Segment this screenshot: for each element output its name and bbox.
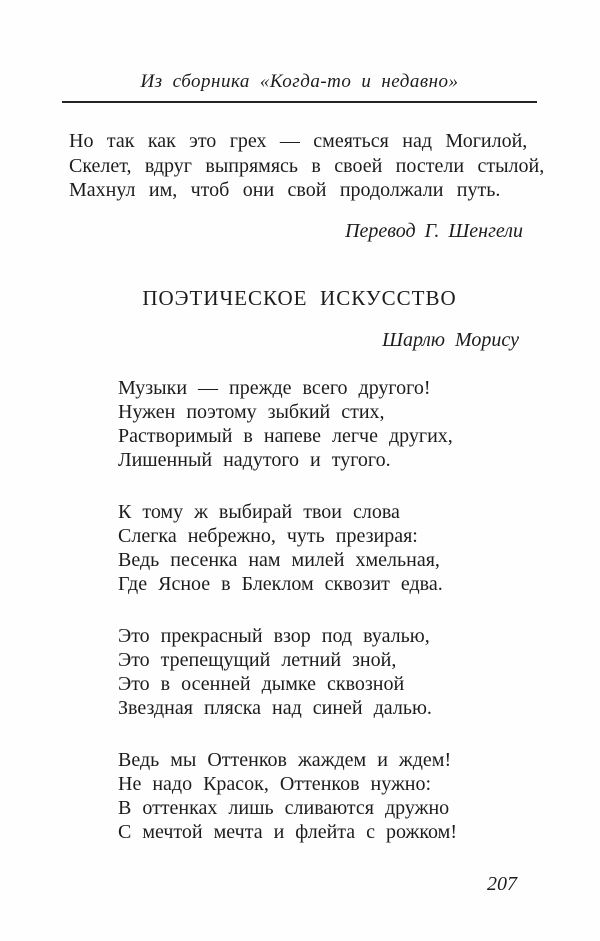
poem-line: Махнул им, чтоб они свой продолжали путь. xyxy=(69,179,501,201)
translator-attribution: Перевод Г. Шенгели xyxy=(345,219,523,242)
poem-line: Нужен поэтому зыбкий стих, xyxy=(118,400,385,423)
poem-line: Лишенный надутого и тугого. xyxy=(118,448,391,471)
page-number: 207 xyxy=(487,872,517,895)
poem-line: Это трепещущий летний зной, xyxy=(118,648,397,671)
poem-line: Где Ясное в Блеклом сквозит едва. xyxy=(118,572,443,595)
poem-line: Это в осенней дымке сквозной xyxy=(118,672,405,695)
poem-line: Это прекрасный взор под вуалью, xyxy=(118,624,430,647)
intro-stanza xyxy=(69,129,545,203)
header-rule xyxy=(62,101,537,103)
poem-line: Не надо Красок, Оттенков нужно: xyxy=(118,772,432,795)
running-header: Из сборника «Когда-то и недавно» xyxy=(140,71,459,92)
poem-line: Но так как это грех — смеяться над Могилой, xyxy=(69,130,528,152)
poem-line: Ведь песенка нам милей хмельная, xyxy=(118,548,440,571)
poem-line: Звездная пляска над синей далью. xyxy=(118,696,432,719)
stanza-2 xyxy=(118,500,537,596)
poem-line: Скелет, вдруг выпрямясь в своей постели стылой, xyxy=(69,154,545,177)
text-column xyxy=(62,0,545,896)
poem-line: Ведь мы Оттенков жаждем и ждем! xyxy=(118,748,452,771)
poem-line: К тому ж выбирай твои слова xyxy=(118,500,400,523)
poem-line: С мечтой мечта и флейта с рожком! xyxy=(118,820,457,843)
poem-line: Растворимый в напеве легче других, xyxy=(118,424,453,447)
dedication: Шарлю Морису xyxy=(382,328,519,351)
stanza-1 xyxy=(118,376,537,472)
stanza-3 xyxy=(118,624,537,720)
poem-title: ПОЭТИЧЕСКОЕ ИСКУССТВО xyxy=(142,285,457,310)
stanza-4 xyxy=(118,748,537,844)
poem-line: В оттенках лишь сливаются дружно xyxy=(118,796,450,819)
poem-line: Слегка небрежно, чуть презирая: xyxy=(118,524,418,547)
poem-line: Музыки — прежде всего другого! xyxy=(118,376,431,399)
